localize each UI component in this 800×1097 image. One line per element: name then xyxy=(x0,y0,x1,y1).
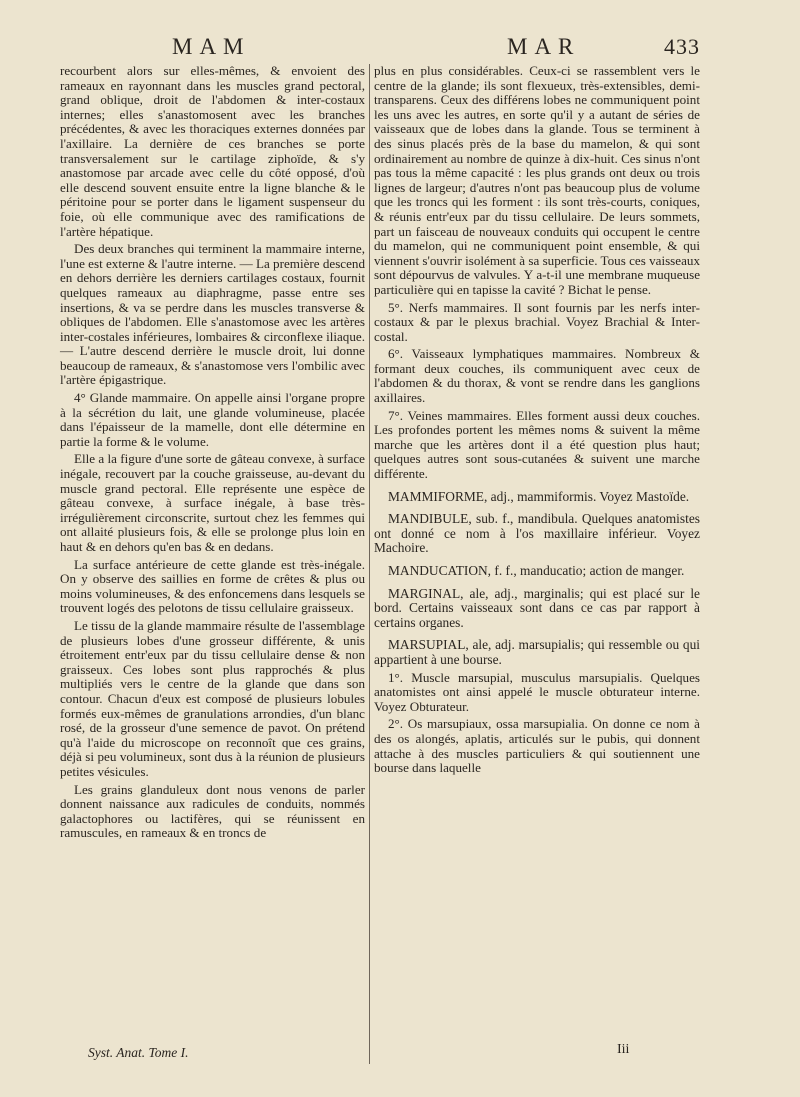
right-column xyxy=(374,64,700,779)
left-column xyxy=(60,64,365,844)
entry-marsupial: MARSUPIAL, ale, adj. marsupialis; qui ressemble ou qui appartient à une bourse. xyxy=(374,637,700,667)
column-divider xyxy=(369,64,370,1064)
paragraph: Des deux branches qui terminent la mammaire interne, l'une est externe & l'autre interne. — La première descend en dehors derrière les derniers cartilages costaux, fournit quelques rameaux au diaphragme, passe entre ses insertions, & va se perdre dans les muscles transverse & obliques de l'abdomen. Elle s'anastomose avec les artères inter-costales inférieures, lombaires & circonflexe iliaque. — L'autre descend derrière le muscle droit, lui donne beaucoup de rameaux, & s'anastomose vers l'ombilic avec l'artère épigastrique. xyxy=(60,241,366,388)
paragraph-os-marsupiaux: 2°. Os marsupiaux, ossa marsupialia. On donne ce nom à des os alongés, aplatis, articulés sur le pubis, qui donnent attache à des muscles particuliers & qui soutiennent une bourse dans laquelle xyxy=(374,716,700,776)
paragraph-nerfs-mammaires: 5°. Nerfs mammaires. Il sont fournis par les nerfs inter-costaux & par le plexus brachial. Voyez Brachial & Inter-costal. xyxy=(374,299,700,344)
page-number: 433 xyxy=(664,34,700,59)
footer-signature: Syst. Anat. Tome I. xyxy=(88,1045,189,1060)
running-head-left: MAM xyxy=(172,34,251,59)
paragraph: La surface antérieure de cette glande est très-inégale. On y observe des saillies en forme de crêtes & plus ou moins volumineuses, & des enfoncemens dans lesquels se trouvent logés des pelotons de tissu cellulaire graisseux. xyxy=(60,556,365,616)
paragraph: plus en plus considérables. Ceux-ci se rassemblent vers le centre de la glande; ils sont flexueux, très-extensibles, demi-transparens. Ceux des différens lobes ne communiquent point les uns avec les autres, en sorte qu'il y a autant de séries de vaisseaux que de lobes dans la glande. Tous se terminent à des sinus placés près de la base du mamelon, & qui sont ordinairement au nombre de quinze à dix-huit. Ces sinus n'ont pas tous la même capacité : les plus grands ont deux ou trois lignes de largeur; d'autres n'ont pas beaucoup plus de volume que les troncs qui les forment : ils sont très-courts, coniques, & réunis entr'eux par du tissu cellulaire. De leurs sommets, part un faisceau de nouveaux conduits qui occupent le centre du mamelon, qui ne communiquent point ensemble, & qui viennent s'ouvrir isolément à sa superficie. Tous ces vaisseaux sont dépourvus de valvules. Y a-t-il une membrane muqueuse particulière qui en tapisse la cavité ? Bichat le pense. xyxy=(374,63,700,297)
paragraph-muscle-marsupial: 1°. Muscle marsupial, musculus marsupialis. Quelques anatomistes ont ainsi appelé le muscle obturateur interne. Voyez Obturateur. xyxy=(374,669,700,714)
running-head-right: MAR xyxy=(507,34,581,59)
paragraph: recourbent alors sur elles-mêmes, & envoient des rameaux en rayonnant dans les muscles grand pectoral, grand oblique, droit de l'abdomen & inter-costaux internes; elles s'anastomosent avec les branches précédentes, & avec les thoraciques externes données par l'axillaire. La dernière de ces branches se porte transversalement sur le cartilage ziphoïde, & s'y anastomose par arcade avec celle du côté opposé, d'où elle descend souvent ensuite entre la ligne blanche & le péritoine pour se porter dans le ligament suspenseur du foie, où elle communique avec des ramifications de l'artère hépatique. xyxy=(60,63,365,239)
paragraph: Le tissu de la glande mammaire résulte de l'assemblage de plusieurs lobes d'une grosseur différente, & unis étroitement entr'eux par du tissu cellulaire dense & non graisseux. Ces lobes sont plus rapprochés & plus multipliés vers le centre de la glande que dans son contour. Chacun d'eux est composé de plusieurs lobules formés eux-mêmes de granulations arrondies, d'un blanc rosé, de la grosseur d'une semence de pavot. On prétend qu'à l'aide du microscope on reconnoît que ces grains, déjà si peu volumineux, sont dus à la réunion de plusieurs petites vésicules. xyxy=(60,617,365,779)
entry-marginal: MARGINAL, ale, adj., marginalis; qui est placé sur le bord. Certains vaisseaux sont dans ce cas par rapport à certains organes. xyxy=(374,585,700,630)
paragraph-glande-mammaire: 4° Glande mammaire. On appelle ainsi l'organe propre à la sécrétion du lait, une glande volumineuse, placée dans l'épaisseur de la mamelle, dont elle détermine en partie la forme & le volume. xyxy=(60,390,365,449)
entry-mammiforme: MAMMIFORME, adj., mammiformis. Voyez Mastoïde. xyxy=(388,488,690,504)
paragraph-vaisseaux-lymphatiques: 6°. Vaisseaux lymphatiques mammaires. Nombreux & formant deux couches, ils communiquent avec ceux de l'abdomen & du thorax, & vont se rendre dans les ganglions axillaires. xyxy=(374,346,700,406)
entry-mandibule: MANDIBULE, sub. f., mandibula. Quelques anatomistes ont donné ce nom à l'os maxillaire inférieur. Voyez Machoire. xyxy=(374,511,700,556)
entry-manducation: MANDUCATION, f. f., manducatio; action de manger. xyxy=(388,563,685,578)
paragraph: Les grains glanduleux dont nous venons de parler donnent naissance aux radicules de conduits, nommés galactophores ou lactifères, qui se réunissent en ramuscules, en rameaux & en troncs de xyxy=(60,781,365,841)
paragraph: Elle a la figure d'une sorte de gâteau convexe, à surface inégale, recouvert par la couche graisseuse, au-devant du muscle grand pectoral. Elle représente une espèce de gâteau convexe, à surface inégale, à base très-irrégulièrement circonscrite, surtout chez les femmes qui ont allaité plusieurs fois, & elle se prolonge plus loin en haut & en dehors qu'en bas & en dedans. xyxy=(60,451,365,554)
footer-gathering-mark: Iii xyxy=(617,1042,630,1057)
paragraph-veines-mammaires: 7°. Veines mammaires. Elles forment aussi deux couches. Les profondes portent les mêmes noms & suivent la même marche que les artères dont il a été question plus haut; quelques autres sont sous-cutanées & suivent une marche différente. xyxy=(374,407,700,482)
